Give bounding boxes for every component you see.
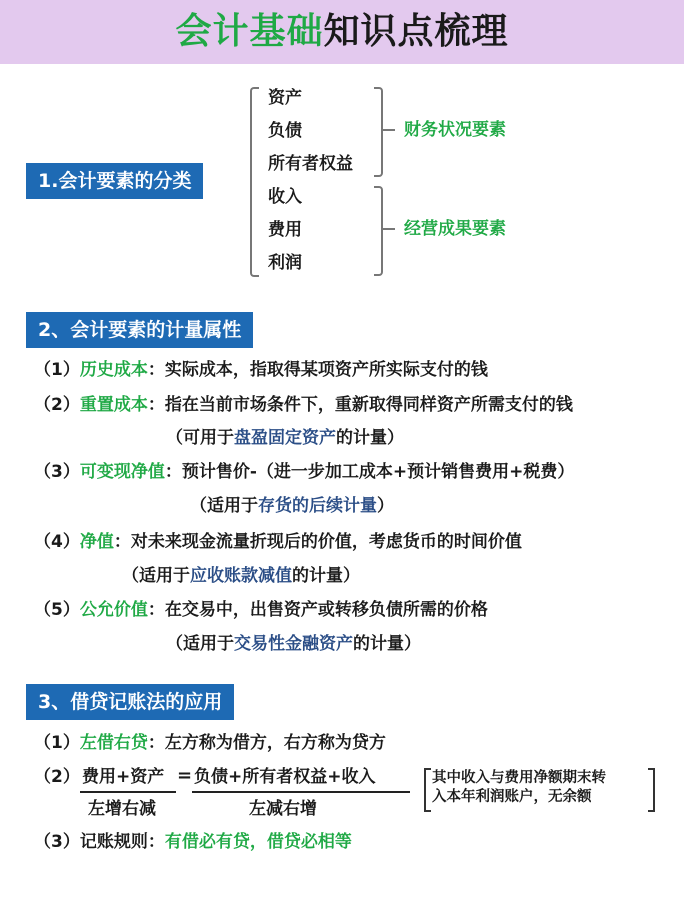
equation-right: 负债+所有者权益+收入 (194, 767, 376, 787)
note-bracket-right (648, 768, 655, 812)
header-banner (0, 0, 684, 64)
measure-net-realizable-value (34, 460, 574, 484)
net-income-note (432, 769, 606, 807)
debit-credit-rule-1 (34, 731, 386, 755)
equation-right-underline (192, 791, 410, 793)
item-desc: ：指在当前市场条件下，重新取得同样资产所需支付的钱 (147, 395, 573, 415)
category-operating-results: 经营成果要素 (404, 219, 506, 239)
element-expense: 费用 (268, 220, 302, 240)
note-prefix: （适用于 (166, 634, 234, 654)
measure-fv-note (166, 632, 421, 656)
item-number: （1） (34, 733, 80, 753)
note-prefix: （可用于 (166, 428, 234, 448)
item-desc: ：在交易中，出售资产或转移负债所需的价格 (147, 600, 488, 620)
equation-right-note: 左减右增 (249, 799, 317, 819)
measure-replacement-note (166, 426, 404, 450)
item-rule: 有借必有贷，借贷必相等 (164, 832, 352, 852)
note-suffix: 的计量） (292, 566, 360, 586)
equation-left-note: 左增右减 (88, 799, 156, 819)
note-bracket-left (424, 768, 431, 812)
item-term: 净值 (79, 532, 114, 552)
note-line-1: 其中收入与费用净额期末转 (432, 770, 606, 786)
measure-fair-value (34, 598, 488, 622)
equation-left-underline (80, 791, 176, 793)
debit-credit-rule-3 (34, 830, 352, 854)
item-desc: ：左方称为借方，右方称为贷方 (147, 733, 386, 753)
element-income: 收入 (268, 187, 302, 207)
right-brace-operating (374, 186, 383, 276)
note-line-2: 入本年利润账户，无余额 (432, 789, 592, 805)
measure-pv-note (122, 564, 360, 588)
section3-label: 3、借贷记账法的应用 (26, 684, 234, 720)
item-number: （3） (34, 832, 80, 852)
brace-tick (383, 129, 395, 131)
element-equity: 所有者权益 (268, 154, 353, 174)
item-term: 左借右贷 (79, 733, 148, 753)
item-term: 可变现净值 (79, 462, 165, 482)
equation-left: 费用+资产 (82, 767, 165, 787)
brace-tick (383, 228, 395, 230)
right-brace-financial (374, 87, 383, 177)
item-number: （2） (34, 395, 80, 415)
section2-label: 2、会计要素的计量属性 (26, 312, 253, 348)
element-profit: 利润 (268, 253, 302, 273)
item-desc: ：实际成本，指取得某项资产所实际支付的钱 (147, 360, 488, 380)
item-number: （5） (34, 600, 80, 620)
measure-historical-cost (34, 358, 488, 382)
item-term: 历史成本 (79, 360, 148, 380)
item-desc: ：对未来现金流量折现后的价值，考虑货币的时间价值 (113, 532, 522, 552)
item-label: 记账规则： (79, 832, 165, 852)
item-term: 公允价值 (79, 600, 148, 620)
note-prefix: （适用于 (190, 496, 258, 516)
item-number: （1） (34, 360, 80, 380)
item-term: 重置成本 (79, 395, 148, 415)
equation-equals: = (177, 765, 193, 786)
element-asset: 资产 (268, 88, 302, 108)
item-number: （3） (34, 462, 80, 482)
note-suffix: 的计量） (336, 428, 404, 448)
measure-nrv-note (190, 494, 394, 518)
note-suffix: 的计量） (353, 634, 421, 654)
note-key: 交易性金融资产 (234, 634, 353, 654)
note-key: 盘盈固定资产 (234, 428, 336, 448)
note-key: 应收账款减值 (190, 566, 292, 586)
page-title (175, 11, 508, 52)
note-suffix: ） (377, 496, 394, 516)
item-number: （4） (34, 532, 80, 552)
left-brace (250, 87, 259, 277)
note-prefix: （适用于 (122, 566, 190, 586)
equation-number: （2） (34, 767, 80, 787)
note-key: 存货的后续计量 (258, 496, 377, 516)
title-black-part: 知识点梳理 (323, 11, 509, 52)
section1-label: 1.会计要素的分类 (26, 163, 203, 199)
title-green-part: 会计基础 (175, 11, 324, 52)
category-financial-position: 财务状况要素 (404, 120, 506, 140)
measure-present-value (34, 530, 522, 554)
item-desc: ：预计售价-（进一步加工成本+预计销售费用+税费） (164, 462, 575, 482)
element-liability: 负债 (268, 121, 302, 141)
measure-replacement-cost (34, 393, 573, 417)
